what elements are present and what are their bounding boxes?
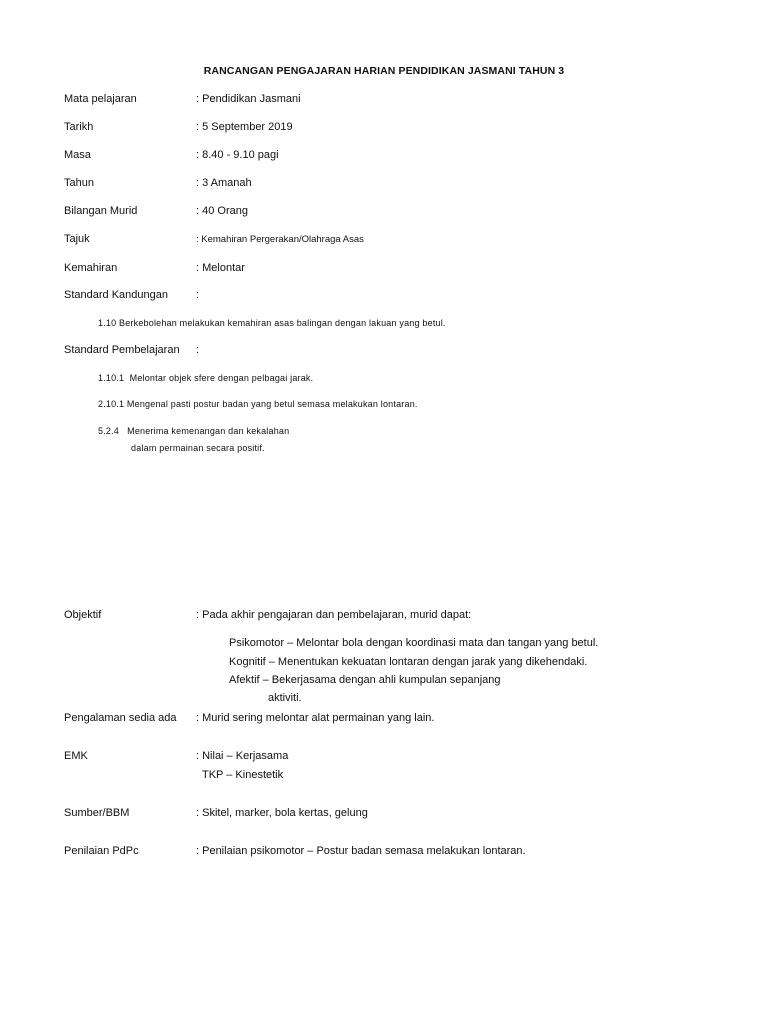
objektif-afektif: Afektif – Bekerjasama dengan ahli kumpulan sepanjang bbox=[229, 674, 501, 686]
objektif-kognitif: Kognitif – Menentukan kekuatan lontaran dengan jarak yang dikehendaki. bbox=[229, 656, 588, 668]
standard-kandungan-item: 1.10 Berkebolehan melakukan kemahiran asas balingan dengan lakuan yang betul. bbox=[98, 318, 446, 328]
field-label: Masa bbox=[64, 149, 91, 161]
field-value: : Kemahiran Pergerakan/Olahraga Asas bbox=[196, 234, 364, 245]
field-label: Standard Kandungan bbox=[64, 289, 168, 301]
field-value: : 40 Orang bbox=[196, 205, 248, 217]
field-label: EMK bbox=[64, 750, 88, 762]
field-value: : 3 Amanah bbox=[196, 177, 252, 189]
field-label: Mata pelajaran bbox=[64, 93, 137, 105]
field-label: Kemahiran bbox=[64, 262, 118, 274]
field-label: Sumber/BBM bbox=[64, 807, 130, 819]
field-label: Tajuk bbox=[64, 233, 90, 245]
standard-pembelajaran-item-continued: dalam permainan secara positif. bbox=[131, 443, 265, 453]
field-value: : Melontar bbox=[196, 262, 245, 274]
field-value: : bbox=[196, 344, 200, 356]
field-label: Penilaian PdPc bbox=[64, 845, 139, 857]
field-value: : Penilaian psikomotor – Postur badan semasa melakukan lontaran. bbox=[196, 845, 526, 857]
field-label: Tarikh bbox=[64, 121, 94, 133]
standard-pembelajaran-item: 1.10.1 Melontar objek sfere dengan pelbagai jarak. bbox=[98, 373, 314, 383]
field-value: : Murid sering melontar alat permainan yang lain. bbox=[196, 712, 435, 724]
objektif-afektif-continued: aktiviti. bbox=[268, 692, 302, 704]
field-label: Tahun bbox=[64, 177, 94, 189]
field-label: Objektif bbox=[64, 609, 102, 621]
field-value: : Pada akhir pengajaran dan pembelajaran, murid dapat: bbox=[196, 609, 472, 621]
field-label: Standard Pembelajaran bbox=[64, 344, 180, 356]
standard-pembelajaran-item: 2.10.1 Mengenal pasti postur badan yang betul semasa melakukan lontaran. bbox=[98, 399, 418, 409]
standard-pembelajaran-item: 5.2.4 Menerima kemenangan dan kekalahan bbox=[98, 426, 290, 436]
field-value: : Pendidikan Jasmani bbox=[196, 93, 301, 105]
field-value: : bbox=[196, 289, 200, 301]
field-value: : Nilai – Kerjasama bbox=[196, 750, 289, 762]
field-label: Bilangan Murid bbox=[64, 205, 138, 217]
field-value: : 5 September 2019 bbox=[196, 121, 293, 133]
field-label: Pengalaman sedia ada bbox=[64, 712, 177, 724]
field-value: : 8.40 - 9.10 pagi bbox=[196, 149, 279, 161]
field-value: : Skitel, marker, bola kertas, gelung bbox=[196, 807, 368, 819]
emk-tkp: TKP – Kinestetik bbox=[202, 769, 284, 781]
document-title: RANCANGAN PENGAJARAN HARIAN PENDIDIKAN JASMANI TAHUN 3 bbox=[203, 65, 565, 77]
objektif-psikomotor: Psikomotor – Melontar bola dengan koordinasi mata dan tangan yang betul. bbox=[229, 637, 599, 649]
